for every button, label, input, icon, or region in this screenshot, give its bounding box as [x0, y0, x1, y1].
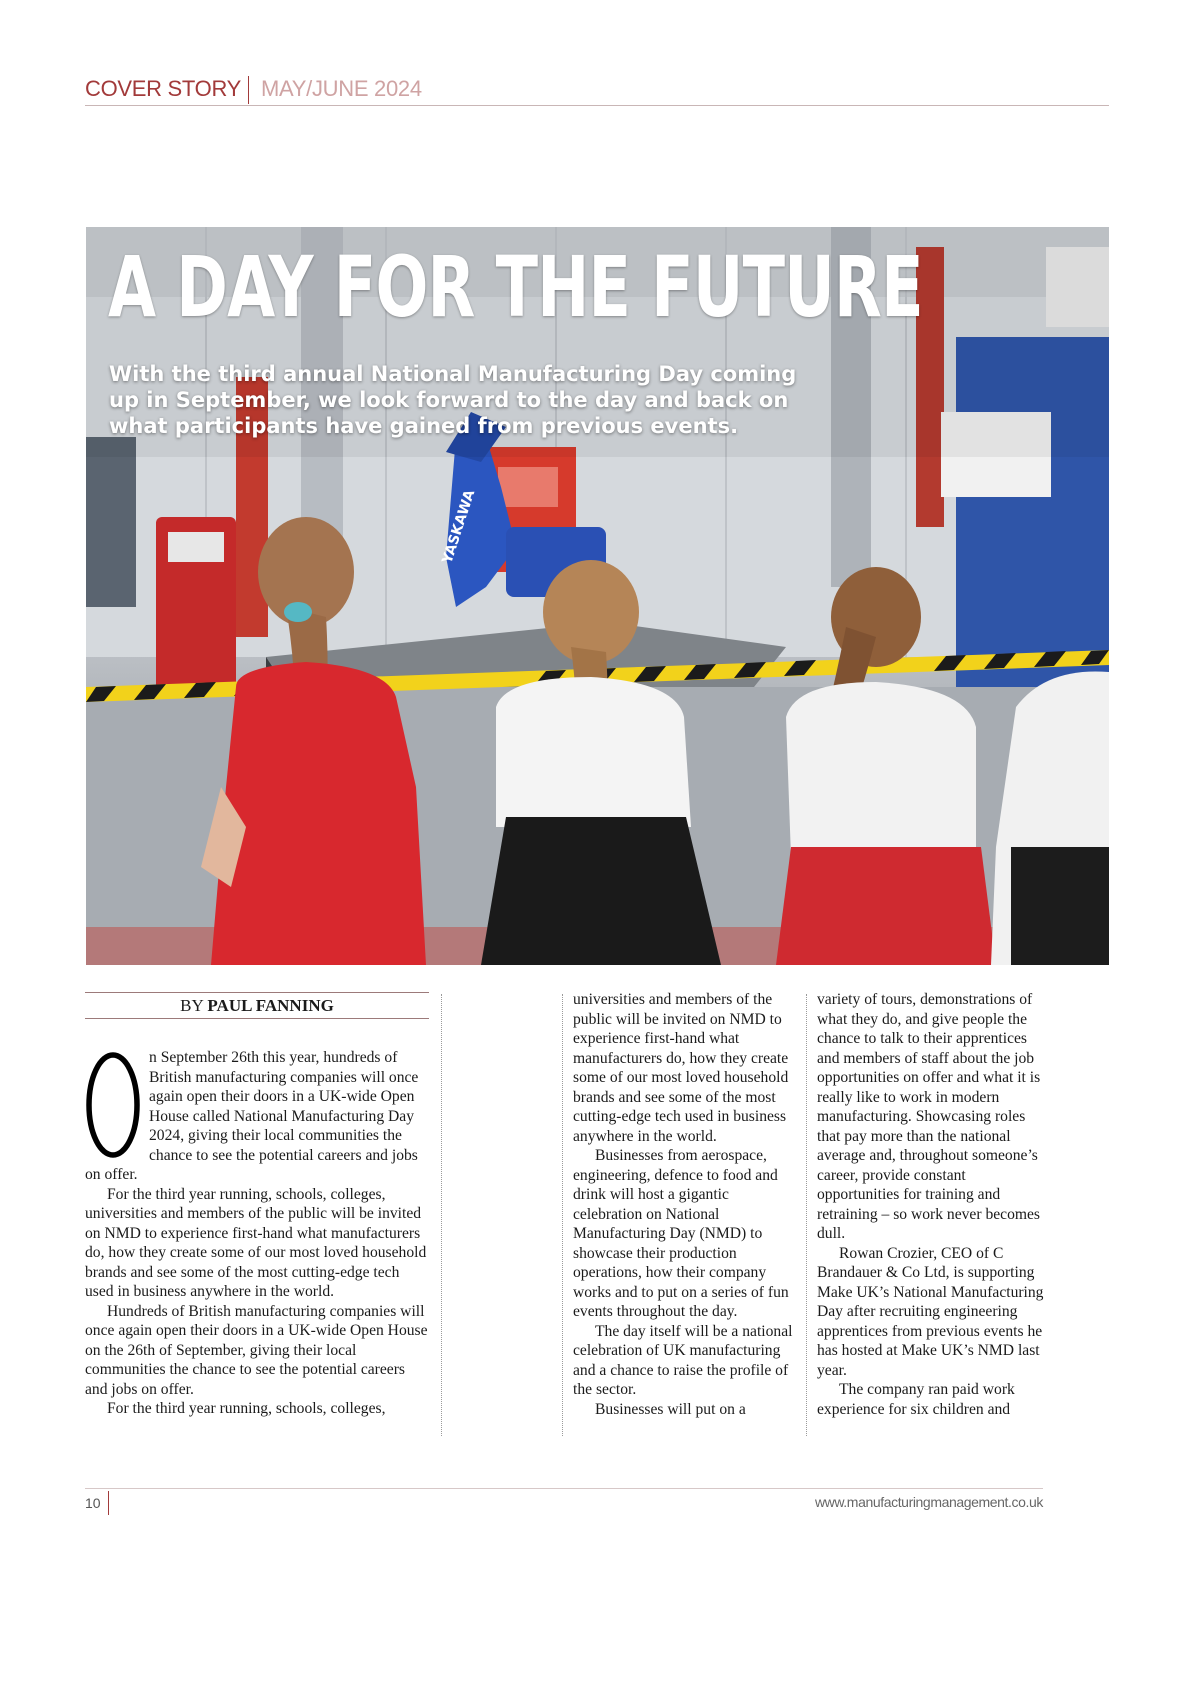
- column-divider: [441, 994, 442, 1436]
- byline: [85, 996, 429, 1016]
- workshop-scene-illustration: [86, 227, 1109, 965]
- column-divider: [806, 994, 807, 1436]
- paragraph: universities and members of the public will be invited on NMD to experience first-hand what manufacturers do, how they create some of our most loved household brands and see some of the most cutting-edge tech used in business anywhere in the world.: [573, 991, 789, 1145]
- standfirst: With the third annual National Manufacturing Day coming up in September, we look forward to the day and back on what participants have gained from previous events.: [109, 362, 797, 438]
- robot-brand-label: YASKAWA: [439, 487, 479, 566]
- paragraph: For the third year running, schools, colleges,: [107, 1400, 386, 1417]
- paragraph: For the third year running, schools, colleges, universities and members of the public will be invited on NMD to experience first-hand what manufacturers do, how they create some of our most loved household brands and see some of the most cutting-edge tech used in business anywhere in the world.: [85, 1185, 427, 1300]
- svg-text:O: O: [113, 1110, 114, 1111]
- paragraph: variety of tours, demonstrations of what they do, and give people the chance to talk to their apprentices and members of staff about the job opportunities on offer and what it is really like to work in modern manufacturing. Showcasing roles that pay more than the national average and, throughout someone’s career, provide constant opportunities for training and retraining – so work never becomes dull.: [817, 991, 1041, 1242]
- article-column-3: [817, 990, 1045, 1419]
- hero-photo: [86, 227, 1109, 965]
- paragraph: The company ran paid work experience for six children and: [817, 1381, 1015, 1418]
- column-divider: [562, 994, 563, 1436]
- page-number: 10: [85, 1495, 101, 1511]
- byline-box: [85, 992, 429, 1019]
- paragraph: Businesses from aerospace, engineering, defence to food and drink will host a gigantic celebration on National Manufacturing Day (NMD) to showcase their production operations, how their company works and to put on a series of fun events throughout the day.: [573, 1147, 789, 1320]
- article-column-1: [85, 1048, 430, 1419]
- paragraph: Hundreds of British manufacturing companies will once again open their doors in a UK-wide Open House on the 26th of September, giving their local communities the chance to see the potential careers and jobs on offer.: [85, 1302, 428, 1398]
- drop-cap: [85, 1050, 141, 1160]
- paragraph: Businesses will put on a: [595, 1400, 746, 1418]
- footer-rule: [85, 1488, 1043, 1489]
- paragraph: Rowan Crozier, CEO of C Brandauer & Co Ltd, is supporting Make UK’s National Manufacturing Day after recruiting engineering apprentices from previous events he has hosted at Make UK’s NMD last year.: [817, 1244, 1044, 1379]
- header-rule: [85, 105, 1109, 106]
- footer-separator: [108, 1491, 109, 1515]
- header-separator: [248, 76, 249, 104]
- byline-prefix: BY: [180, 996, 204, 1015]
- headline: A DAY FOR THE FUTURE: [108, 238, 923, 336]
- footer-url: www.manufacturingmanagement.co.uk: [814, 1494, 1043, 1510]
- section-label: COVER STORY: [85, 76, 242, 101]
- issue-date: MAY/JUNE 2024: [261, 76, 422, 101]
- author-name: PAUL FANNING: [207, 996, 334, 1015]
- paragraph: The day itself will be a national celebration of UK manufacturing and a chance to raise the profile of the sector.: [573, 1322, 793, 1398]
- paragraph: n September 26th this year, hundreds of British manufacturing companies will once again open their doors in a UK-wide Open House called National Manufacturing Day 2024, giving their local communities the chance to see the potential careers and jobs on offer.: [85, 1049, 419, 1183]
- article-column-2: [573, 990, 797, 1419]
- running-header: [85, 76, 1109, 106]
